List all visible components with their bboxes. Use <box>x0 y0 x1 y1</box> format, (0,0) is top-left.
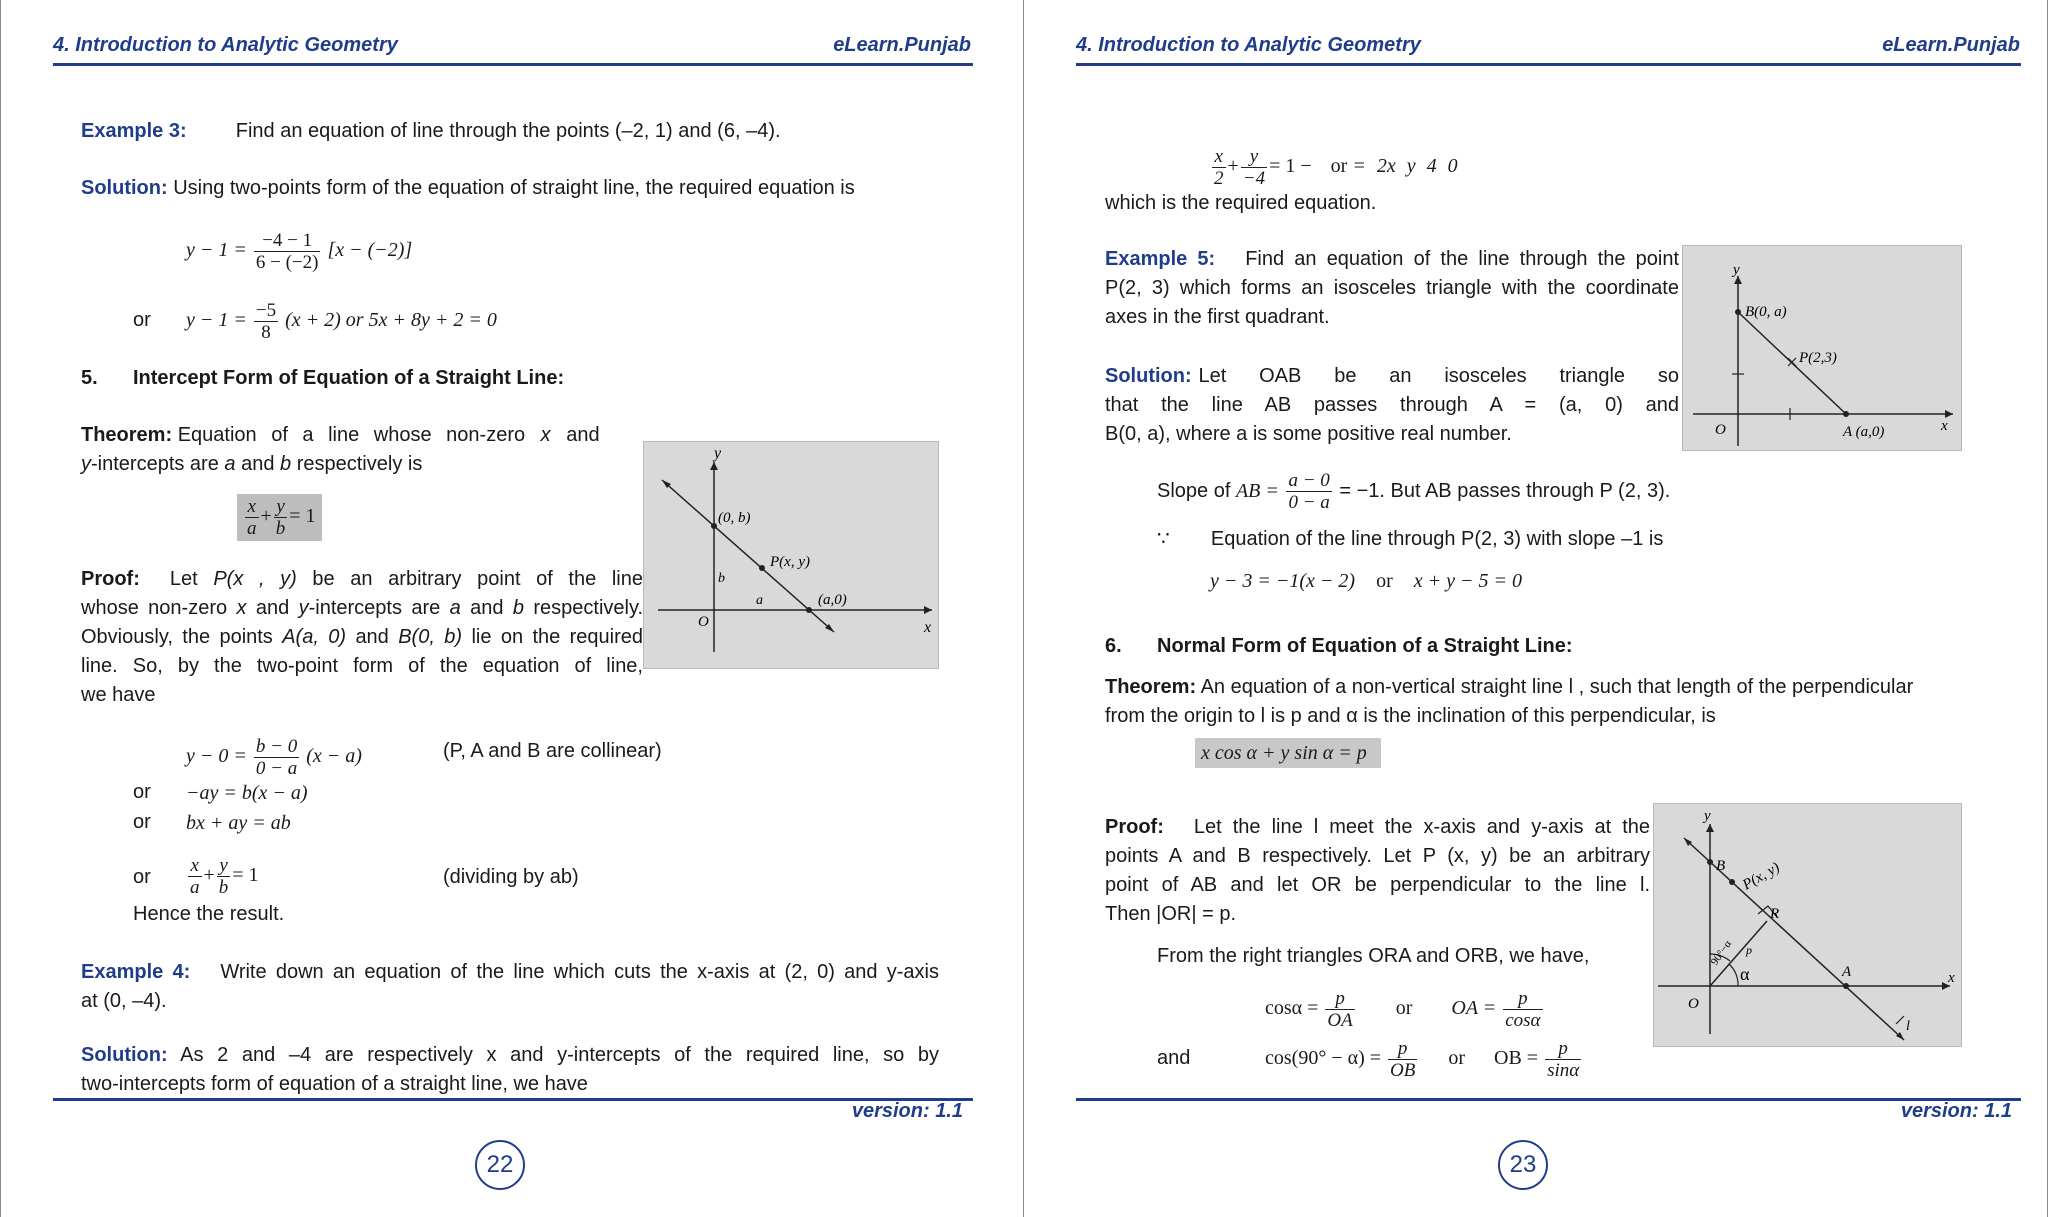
theorem-line-2: y-intercepts are a and b respectively is <box>81 453 423 475</box>
complement-angle-label: 90°−α <box>1708 938 1735 968</box>
example-5-result: y − 3 = −1(x − 2) or x + y − 5 = 0 <box>1210 570 1522 592</box>
example-4-solution: Solution: As 2 and –4 are respectively x and y-intercepts of the required line, so by two-intercepts form of equation of a straight line, we have <box>81 1044 939 1095</box>
b-point-label: (0, b) <box>718 510 751 526</box>
line-l-label: l <box>1906 1019 1910 1034</box>
or-label: or <box>133 811 151 833</box>
version-label: version: 1.1 <box>851 1100 963 1122</box>
cos-equation: cosα = $\frac{p}{OA}$ or OA = $\frac{p}{\cos\alpha}$ <box>1265 988 1541 1031</box>
x-axis-label: x <box>924 619 932 636</box>
example-5-solution: Solution: Let OAB be an isosceles triangle so that the line AB passes through A = (a, 0) and B(0, a), where a is some positive real number. <box>1105 365 1679 445</box>
section-5-number: 5. <box>81 367 98 389</box>
proof-equation-3: bx + ay = ab <box>186 812 291 834</box>
page-number-23: 23 <box>1498 1140 1548 1190</box>
page-23 <box>1025 0 2048 1217</box>
x-axis-label: x <box>1948 970 1955 986</box>
proof-equation-4: $\frac{x}{a}$ + $\frac{y}{b}$ = 1 <box>190 855 259 898</box>
or-label: or <box>133 781 151 803</box>
ex3-equation-1: y − 1 = $\frac{-4 - 1}{6 - (-2)}$ [x − (−2)] <box>186 230 413 273</box>
required-equation-text: which is the required equation. <box>1105 192 1377 214</box>
or-label: or <box>133 866 151 888</box>
origin-label: O <box>1688 996 1699 1012</box>
footer-rule <box>1076 1098 2021 1101</box>
dividing-note: (dividing by ab) <box>443 866 579 888</box>
brand-header: eLearn.Punjab <box>1882 34 2020 56</box>
b-segment-label: b <box>718 571 725 586</box>
a-point-label: (a,0) <box>818 592 847 608</box>
b-point-label: B(0, a) <box>1745 304 1787 320</box>
p-point-label: P(x, y) <box>770 554 810 570</box>
and-label: and <box>1157 1047 1191 1069</box>
origin-label: O <box>698 614 709 630</box>
right-triangles-line: From the right triangles ORA and ORB, we have, <box>1157 945 1590 967</box>
section-6-title: Normal Form of Equation of a Straight Line: <box>1157 635 1573 657</box>
theorem-line-1: Theorem: Equation of a line whose non-zero x and <box>81 424 600 446</box>
r-label: R <box>1770 906 1780 922</box>
ex3-equation-2: y − 1 = $\frac{-5}{8}$ (x + 2) or 5x + 8y + 2 = 0 <box>186 300 497 343</box>
slope-line: Slope of AB = $\frac{a - 0}{0 - a}$ = −1. But AB passes through P (2, 3). <box>1157 470 1671 513</box>
isosceles-figure <box>1682 245 1962 451</box>
proof-equation-2: −ay = b(x − a) <box>186 782 308 804</box>
p-point-label: P(2,3) <box>1799 350 1837 366</box>
footer-rule <box>53 1098 973 1101</box>
normal-form-boxed: x cos α + y sin α = p <box>1195 738 1381 768</box>
a-segment-label: a <box>756 593 763 608</box>
x-axis-label: x <box>1941 418 1948 434</box>
y-axis-label: y <box>714 445 722 462</box>
section-5-title: Intercept Form of Equation of a Straight Line: <box>133 367 565 389</box>
y-axis-label: y <box>1704 808 1711 824</box>
y-axis-label: y <box>1733 262 1740 278</box>
sin-equation: cos(90° − α) = $\frac{p}{OB}$ or OB = $\frac{p}{\sin\alpha}$ <box>1265 1038 1580 1081</box>
example-4: Example 4: Write down an equation of the line which cuts the x-axis at (2, 0) and y-axis at (0, –4). <box>81 961 939 1012</box>
version-label: version: 1.1 <box>1900 1100 2012 1122</box>
intercept-figure <box>643 441 939 669</box>
proof-equation-1: y − 0 = $\frac{b - 0}{0 - a}$ (x − a) <box>186 736 362 779</box>
brand-header: eLearn.Punjab <box>833 34 971 56</box>
origin-label: O <box>1715 422 1726 438</box>
page-number-22: 22 <box>475 1140 525 1190</box>
proof-normal: Proof: Let the line l meet the x-axis and y-axis at the points A and B respectively. Let P (x, y) be an arbitrary point of AB and let OR be perpendicular to the line l. Then |OR| = p. <box>1105 816 1650 925</box>
intercept-form-boxed: $\frac{x}{a}$ + $\frac{y}{b}$ = 1 <box>237 494 322 541</box>
theorem-normal: Theorem: An equation of a non-vertical straight line l , such that length of the perpendicular from the origin to l is p and α is the inclination of this perpendicular, is <box>1105 676 1914 727</box>
p-label: P(x, y) <box>1740 859 1783 894</box>
hence-result: Hence the result. <box>133 903 285 925</box>
proof-paragraph: Proof: Let P(x , y) be an arbitrary point of the line whose non-zero x and y-intercepts are a and b respectively. Obviously, the points A(a, 0) and B(0, b) lie on the required line. So, by the two-point form of the equation of line, we have <box>81 568 644 706</box>
because-line: ∵ Equation of the line through P(2, 3) with slope –1 is <box>1157 528 1664 550</box>
chapter-header: 4. Introduction to Analytic Geometry <box>1076 34 1421 56</box>
example-3: Example 3: Find an equation of line through the points (–2, 1) and (6, –4). <box>81 120 781 142</box>
example-3-solution: Solution: Using two-points form of the equation of straight line, the required equation is <box>81 177 855 199</box>
collinear-note: (P, A and B are collinear) <box>443 740 662 762</box>
a-label: A <box>1842 964 1852 980</box>
alpha-label: α <box>1740 964 1750 984</box>
section-6-number: 6. <box>1105 635 1122 657</box>
example-5: Example 5: Find an equation of the line through the point P(2, 3) which forms an isosceles triangle with the coordinate axes in the first quadrant. <box>1105 248 1680 328</box>
chapter-header: 4. Introduction to Analytic Geometry <box>53 34 398 56</box>
header-rule <box>1076 63 2021 66</box>
normal-form-figure <box>1653 803 1962 1047</box>
b-label: B <box>1716 858 1726 874</box>
p-length-label: p <box>1746 943 1752 957</box>
top-equation: $\frac{x}{2}$ + $\frac{y}{-4}$ = 1 − or = 2x y 4 0 <box>1214 146 1458 189</box>
or-label: or <box>133 309 151 331</box>
a-point-label: A (a,0) <box>1843 424 1885 440</box>
header-rule <box>53 63 973 66</box>
